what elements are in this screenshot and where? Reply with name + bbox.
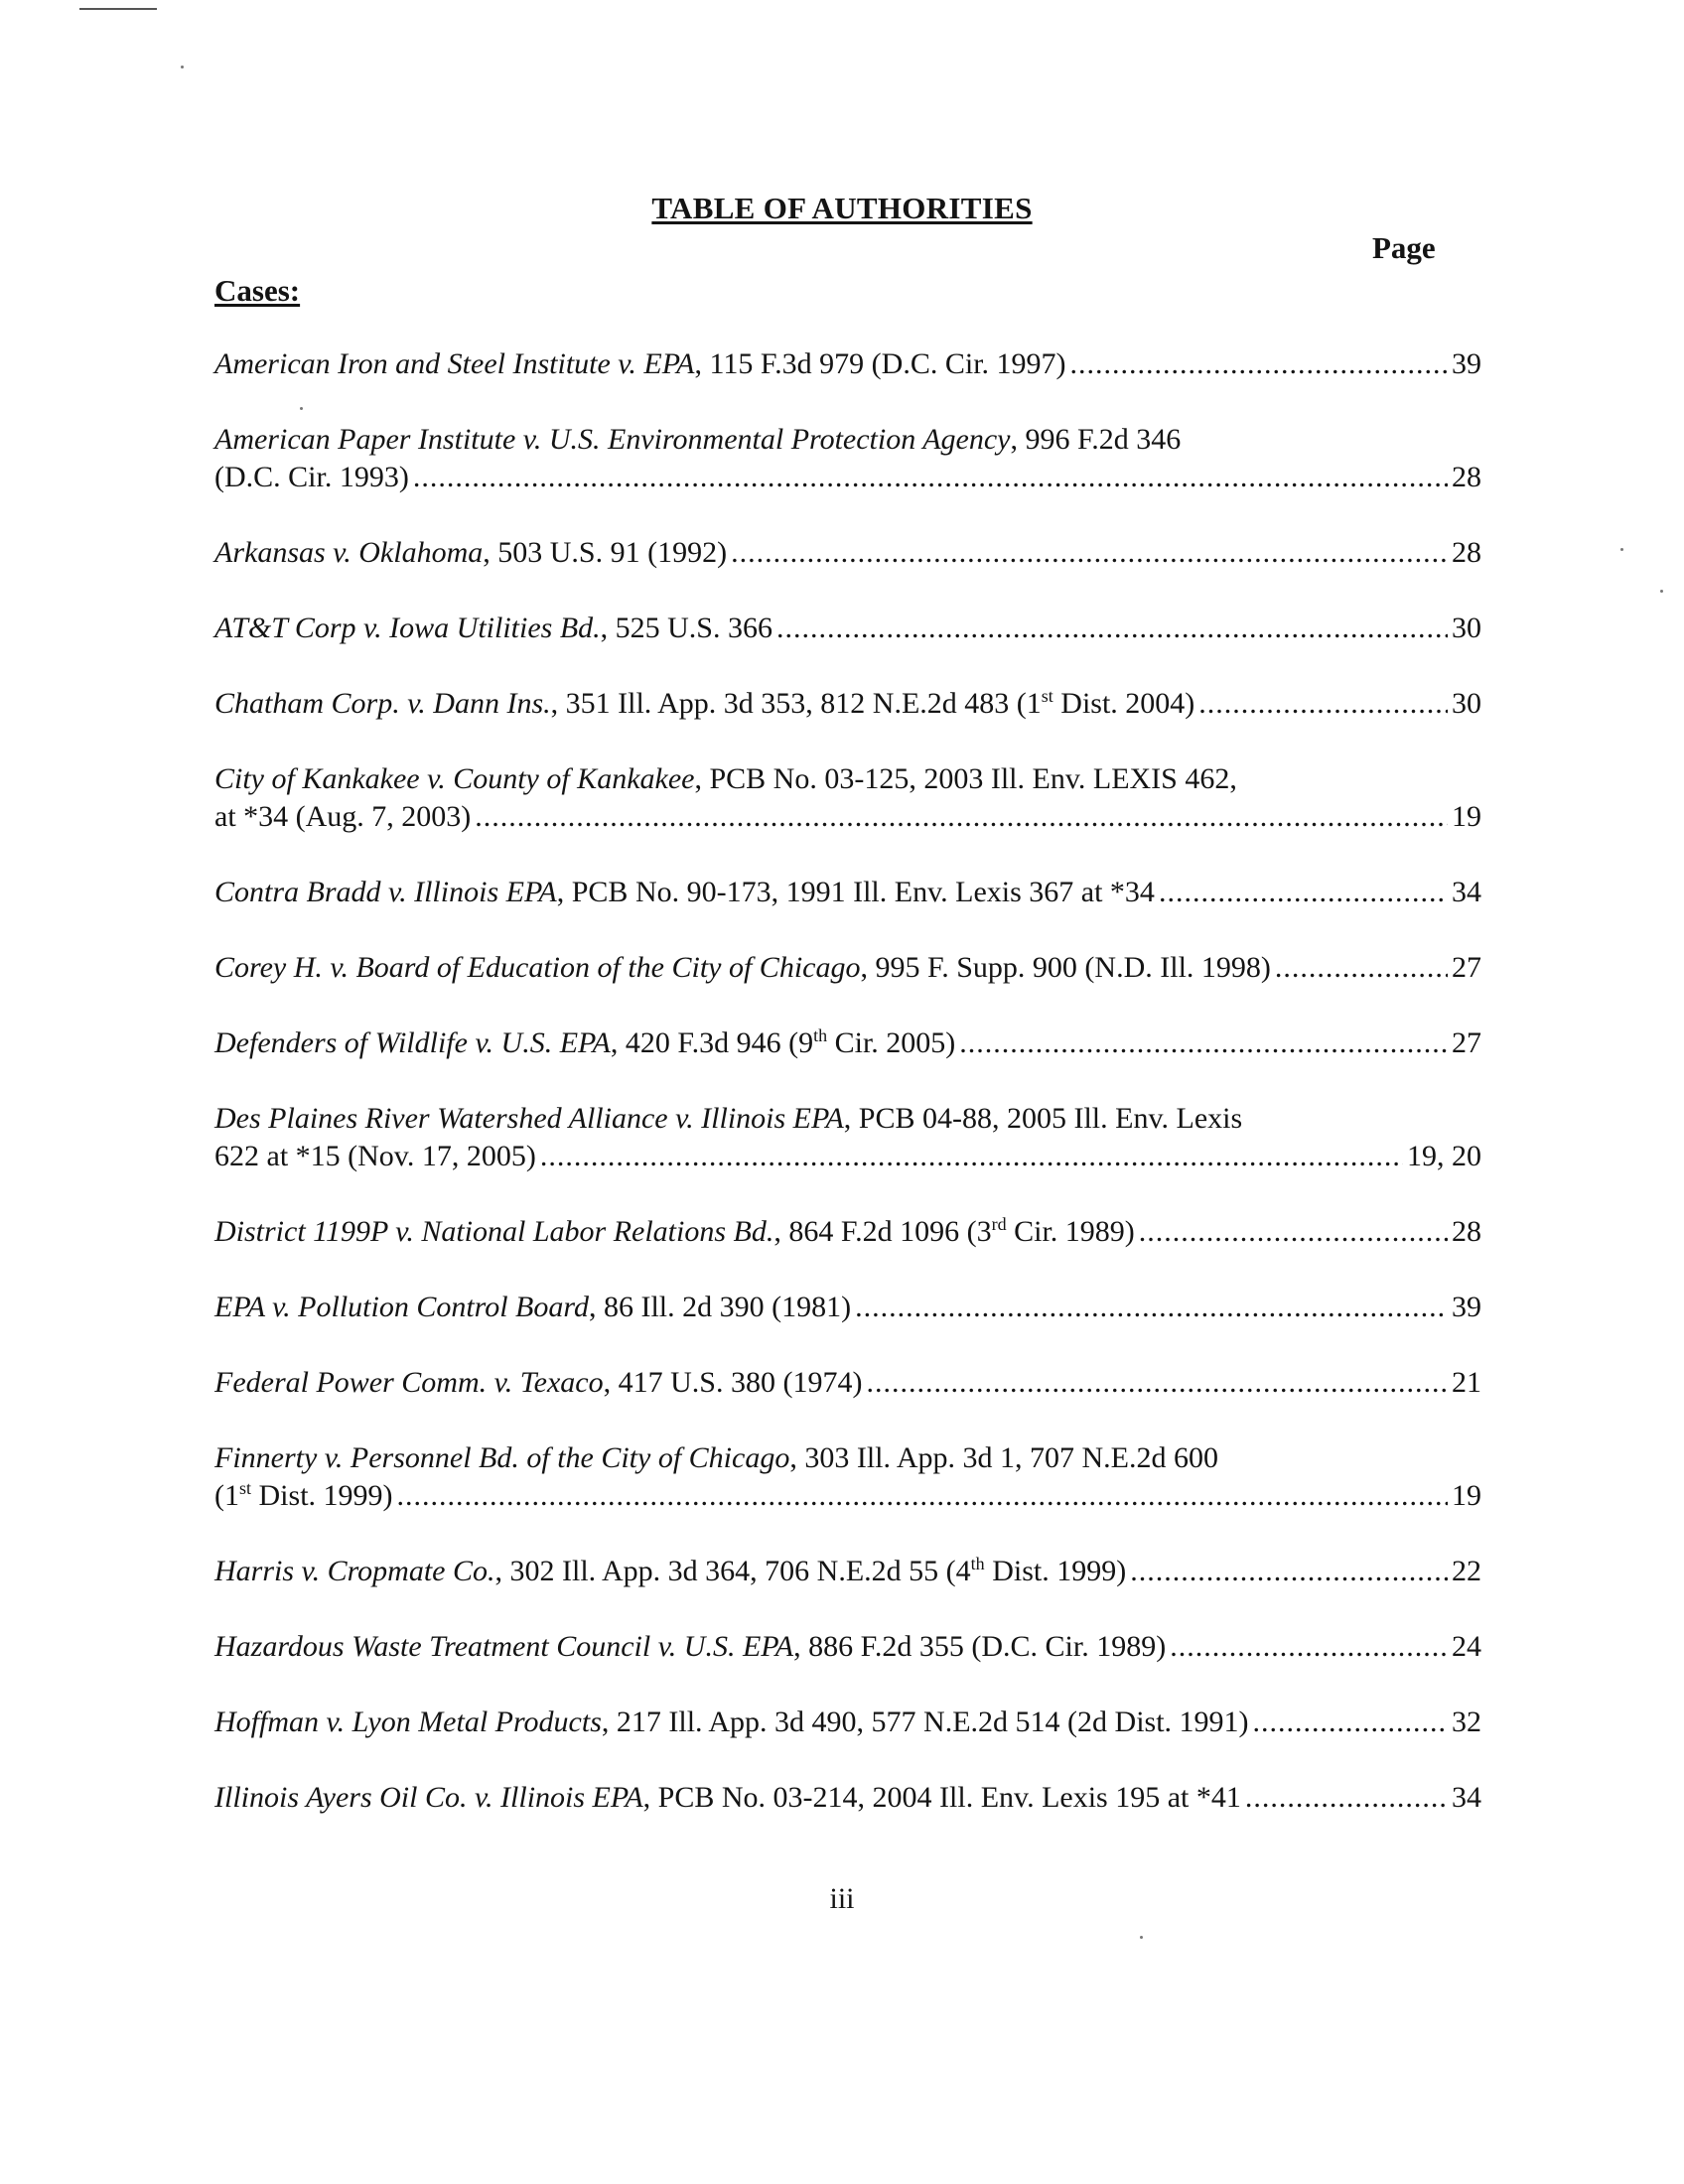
dot-leader — [1070, 345, 1448, 383]
entry-last-line — [214, 459, 1481, 496]
entry-first-line — [214, 1439, 1481, 1477]
citation: , 115 F.3d 979 (D.C. Cir. 1997) — [694, 347, 1066, 380]
entry-last-line — [214, 534, 1481, 572]
authority-entry — [214, 1024, 1481, 1062]
dot-leader — [413, 459, 1448, 496]
entry-text — [214, 345, 1066, 383]
citation: (1st Dist. 1999) — [214, 1478, 393, 1512]
entry-text — [214, 1628, 1166, 1666]
dot-leader — [1275, 949, 1448, 987]
case-name: Des Plaines River Watershed Alliance v. Illinois EPA — [214, 1102, 844, 1135]
authority-entry — [214, 1289, 1481, 1326]
page-reference: 22 — [1452, 1555, 1481, 1587]
citation: , 417 U.S. 380 (1974) — [603, 1366, 863, 1399]
document-title: TABLE OF AUTHORITIES — [651, 191, 1033, 225]
entry-last-line — [214, 1704, 1481, 1741]
entry-text — [214, 1553, 1126, 1590]
entry-last-line — [214, 1138, 1481, 1175]
entry-text — [214, 534, 727, 572]
case-name: Hoffman v. Lyon Metal Products — [214, 1706, 602, 1738]
dot-leader — [1170, 1628, 1448, 1666]
authority-entry — [214, 949, 1481, 987]
dot-leader — [731, 534, 1448, 572]
page-column-header: Page — [1372, 230, 1436, 265]
page-reference: 30 — [1452, 612, 1481, 644]
scan-speck — [1140, 1936, 1143, 1939]
page-reference: 21 — [1452, 1366, 1481, 1399]
entry-last-line — [214, 1477, 1481, 1515]
section-header-cases: Cases: — [214, 273, 301, 308]
entry-text — [214, 1704, 1249, 1741]
authority-entry — [214, 1628, 1481, 1666]
case-name: Corey H. v. Board of Education of the City of Chicago — [214, 951, 861, 984]
entry-text — [214, 459, 409, 496]
page-reference: 19 — [1452, 1479, 1481, 1512]
authority-entry — [214, 421, 1481, 496]
citation: , PCB No. 90-173, 1991 Ill. Env. Lexis 367 at *34 — [556, 876, 1155, 908]
case-name: Contra Bradd v. Illinois EPA — [214, 876, 557, 908]
entry-last-line — [214, 1289, 1481, 1326]
citation-part: , 303 Ill. App. 3d 1, 707 N.E.2d 600 — [789, 1441, 1219, 1474]
case-name: Harris v. Cropmate Co. — [214, 1555, 495, 1587]
dot-leader — [1139, 1213, 1448, 1251]
page-reference: 27 — [1452, 951, 1481, 984]
citation: , 503 U.S. 91 (1992) — [483, 536, 728, 569]
authority-entry — [214, 1704, 1481, 1741]
entry-text — [214, 949, 1271, 987]
footer-page-number: iii — [829, 1882, 855, 1915]
entry-last-line — [214, 1553, 1481, 1590]
page-reference: 19, 20 — [1407, 1140, 1481, 1172]
scan-speck — [181, 66, 184, 68]
case-name: American Iron and Steel Institute v. EPA — [214, 347, 695, 380]
citation: , 217 Ill. App. 3d 490, 577 N.E.2d 514 (2d Dist. 1991) — [601, 1706, 1249, 1738]
dot-leader — [1159, 874, 1448, 911]
entry-text — [214, 1364, 862, 1402]
entry-text — [214, 1289, 851, 1326]
case-name: Hazardous Waste Treatment Council v. U.S. EPA — [214, 1630, 794, 1663]
citation: , 995 F. Supp. 900 (N.D. Ill. 1998) — [860, 951, 1271, 984]
authority-entry — [214, 1439, 1481, 1515]
case-name: Defenders of Wildlife v. U.S. EPA — [214, 1026, 611, 1059]
page-reference: 30 — [1452, 687, 1481, 720]
page-reference: 28 — [1452, 1215, 1481, 1248]
entry-last-line — [214, 1024, 1481, 1062]
citation-part: , PCB 04-88, 2005 Ill. Env. Lexis — [843, 1102, 1243, 1135]
authority-entry — [214, 1100, 1481, 1175]
authority-entry — [214, 760, 1481, 836]
entry-first-line — [214, 421, 1481, 459]
case-name: Federal Power Comm. v. Texaco — [214, 1366, 604, 1399]
citation: , 302 Ill. App. 3d 364, 706 N.E.2d 55 (4th Dist. 1999) — [494, 1554, 1127, 1587]
dot-leader — [1245, 1779, 1448, 1817]
authorities-list — [214, 345, 1481, 1854]
case-name: Arkansas v. Oklahoma — [214, 536, 484, 569]
dot-leader — [959, 1024, 1448, 1062]
dot-leader — [866, 1364, 1448, 1402]
authority-entry — [214, 1553, 1481, 1590]
dot-leader — [1130, 1553, 1448, 1590]
entry-text — [214, 685, 1194, 723]
case-name: Chatham Corp. v. Dann Ins. — [214, 687, 551, 720]
citation: , 86 Ill. 2d 390 (1981) — [588, 1291, 852, 1323]
dot-leader — [855, 1289, 1448, 1326]
entry-last-line — [214, 610, 1481, 647]
scan-speck — [1660, 590, 1663, 593]
page-reference: 34 — [1452, 876, 1481, 908]
entry-text — [214, 1024, 955, 1062]
authority-entry — [214, 685, 1481, 723]
entry-last-line — [214, 685, 1481, 723]
citation: , 525 U.S. 366 — [600, 612, 772, 644]
citation: (D.C. Cir. 1993) — [214, 461, 409, 493]
entry-text — [214, 1779, 1241, 1817]
entry-last-line — [214, 1364, 1481, 1402]
page-reference: 27 — [1452, 1026, 1481, 1059]
citation: at *34 (Aug. 7, 2003) — [214, 800, 472, 833]
authority-entry — [214, 345, 1481, 383]
authority-entry — [214, 874, 1481, 911]
entry-text — [214, 610, 772, 647]
case-name: AT&T Corp v. Iowa Utilities Bd. — [214, 612, 601, 644]
entry-text — [214, 798, 471, 836]
case-name: District 1199P v. National Labor Relations Bd. — [214, 1215, 774, 1248]
entry-text — [214, 1138, 536, 1175]
dot-leader — [776, 610, 1448, 647]
authority-entry — [214, 610, 1481, 647]
entry-last-line — [214, 949, 1481, 987]
entry-first-line — [214, 1100, 1481, 1138]
scan-speck — [1620, 548, 1623, 551]
page-reference: 39 — [1452, 347, 1481, 380]
entry-text — [214, 874, 1155, 911]
citation: , 864 F.2d 1096 (3rd Cir. 1989) — [773, 1214, 1135, 1248]
entry-text — [214, 1213, 1135, 1251]
entry-last-line — [214, 1213, 1481, 1251]
case-name: City of Kankakee v. County of Kankakee — [214, 762, 695, 795]
citation: , PCB No. 03-214, 2004 Ill. Env. Lexis 195 at *41 — [642, 1781, 1241, 1814]
case-name: Illinois Ayers Oil Co. v. Illinois EPA — [214, 1781, 643, 1814]
authority-entry — [214, 534, 1481, 572]
dot-leader — [397, 1477, 1448, 1515]
citation-part: , 996 F.2d 346 — [1010, 423, 1182, 456]
page-reference: 19 — [1452, 800, 1481, 833]
entry-text — [214, 1477, 393, 1515]
dot-leader — [540, 1138, 1403, 1175]
authority-entry — [214, 1779, 1481, 1817]
authority-entry — [214, 1213, 1481, 1251]
page-reference: 24 — [1452, 1630, 1481, 1663]
case-name: American Paper Institute v. U.S. Environmental Protection Agency — [214, 423, 1011, 456]
entry-last-line — [214, 874, 1481, 911]
entry-first-line — [214, 760, 1481, 798]
dot-leader — [1198, 685, 1448, 723]
citation-part: , PCB No. 03-125, 2003 Ill. Env. LEXIS 462, — [694, 762, 1237, 795]
dot-leader — [475, 798, 1448, 836]
entry-last-line — [214, 798, 1481, 836]
page-reference: 32 — [1452, 1706, 1481, 1738]
case-name: EPA v. Pollution Control Board — [214, 1291, 589, 1323]
citation: , 886 F.2d 355 (D.C. Cir. 1989) — [793, 1630, 1167, 1663]
page-reference: 34 — [1452, 1781, 1481, 1814]
entry-last-line — [214, 1779, 1481, 1817]
citation: , 351 Ill. App. 3d 353, 812 N.E.2d 483 (1st Dist. 2004) — [550, 686, 1195, 720]
authority-entry — [214, 1364, 1481, 1402]
citation: 622 at *15 (Nov. 17, 2005) — [214, 1140, 536, 1172]
page-reference: 28 — [1452, 461, 1481, 493]
entry-last-line — [214, 345, 1481, 383]
entry-last-line — [214, 1628, 1481, 1666]
citation: , 420 F.3d 946 (9th Cir. 2005) — [610, 1025, 956, 1059]
page-reference: 28 — [1452, 536, 1481, 569]
dot-leader — [1253, 1704, 1448, 1741]
case-name: Finnerty v. Personnel Bd. of the City of Chicago — [214, 1441, 790, 1474]
page-reference: 39 — [1452, 1291, 1481, 1323]
scan-artifact-line — [79, 8, 157, 10]
